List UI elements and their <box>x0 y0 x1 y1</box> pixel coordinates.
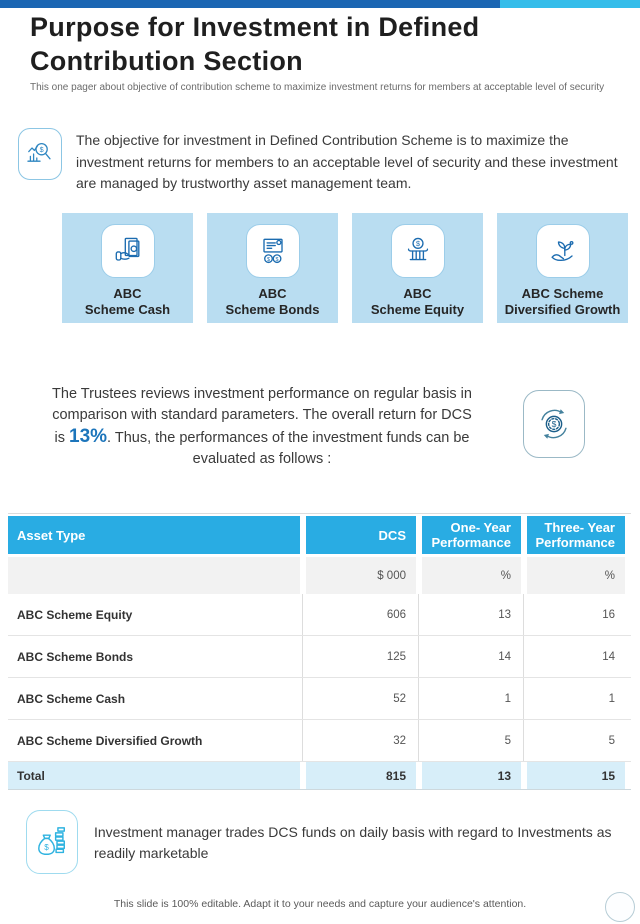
table-unit-cell <box>8 557 300 594</box>
table-total-label: Total <box>8 762 300 789</box>
table-header-one-year: One- Year Performance <box>422 516 521 554</box>
table-cell-dcs: 606 <box>306 594 416 635</box>
money-bag-icon <box>26 810 78 874</box>
growth-plant-icon <box>536 224 590 278</box>
table-header-dcs: DCS <box>306 516 416 554</box>
table-cell-asset: ABC Scheme Diversified Growth <box>17 733 203 748</box>
scheme-label-line1: ABC Scheme <box>521 286 604 301</box>
refresh-dollar-icon <box>523 390 585 458</box>
scheme-label-line2: Scheme Equity <box>370 302 465 317</box>
svg-text:$: $ <box>44 843 49 853</box>
note-text: Investment manager trades DCS funds on daily basis with regard to Investments as readily marketable <box>94 824 612 861</box>
search-analytics-icon <box>18 128 62 180</box>
table-cell-dcs: 52 <box>306 678 416 719</box>
table-header-asset-type: Asset Type <box>8 516 300 554</box>
table-cell-one-year: 5 <box>422 720 521 761</box>
svg-text:$: $ <box>39 145 44 154</box>
scheme-card-cash <box>62 213 193 323</box>
decorative-circle <box>605 892 635 922</box>
table-cell-three-year: 5 <box>527 720 625 761</box>
review-text-after: . Thus, the performances of the investment funds can be evaluated as follows : <box>107 430 470 467</box>
svg-text:$: $ <box>275 256 279 263</box>
table-cell-asset: ABC Scheme Equity <box>17 607 133 622</box>
table-header-three-year: Three- Year Performance <box>527 516 625 554</box>
scheme-label-line1: ABC <box>403 286 432 301</box>
table-cell-three-year: 14 <box>527 636 625 677</box>
table-cell-asset: ABC Scheme Bonds <box>17 649 134 664</box>
svg-text:$: $ <box>266 256 270 263</box>
bond-certificate-icon <box>246 224 300 278</box>
scheme-label-line2: Scheme Cash <box>84 302 171 317</box>
table-row <box>8 636 631 678</box>
table-cell-one-year: 13 <box>422 594 521 635</box>
table-total-dcs: 815 <box>306 762 416 789</box>
top-accent-bar <box>0 0 640 8</box>
review-highlight-value: 13% <box>69 426 108 447</box>
footer-text: This slide is 100% editable. Adapt it to your needs and capture your audience's attention. <box>113 898 527 910</box>
table-cell-three-year: 1 <box>527 678 625 719</box>
review-paragraph <box>52 384 472 470</box>
table-header-row <box>8 516 631 554</box>
scheme-card-diversified-growth <box>497 213 628 323</box>
table-cell-three-year: 16 <box>527 594 625 635</box>
scheme-card-label <box>226 286 320 318</box>
scheme-card-label <box>505 286 621 318</box>
scheme-label-line1: ABC <box>113 286 142 301</box>
scheme-cards <box>62 213 628 323</box>
table-unit-cell: $ 000 <box>306 557 416 594</box>
table-cell-one-year: 1 <box>422 678 521 719</box>
scheme-label-line1: ABC <box>258 286 287 301</box>
scheme-label-line2: Scheme Bonds <box>225 302 320 317</box>
table-row <box>8 678 631 720</box>
table-cell-one-year: 14 <box>422 636 521 677</box>
intro-text: The objective for investment in Defined Contribution Scheme is to maximize the investment returns for members to an acceptable level of security and these investment are managed by trustworthy asset management team. <box>76 132 618 191</box>
table-row <box>8 594 631 636</box>
scheme-card-bonds <box>207 213 338 323</box>
scheme-card-equity <box>352 213 483 323</box>
note-section <box>26 810 624 874</box>
table-total-three-year: 15 <box>527 762 625 789</box>
cash-in-hand-icon <box>101 224 155 278</box>
table-cell-dcs: 32 <box>306 720 416 761</box>
page-title: Purpose for Investment in Defined Contribution Section <box>30 12 480 76</box>
page-subtitle: This one pager about objective of contribution scheme to maximize investment returns for members at acceptable level of security <box>30 82 605 93</box>
scheme-card-label <box>85 286 170 318</box>
intro-section <box>18 128 624 195</box>
scheme-card-label <box>371 286 464 318</box>
table-row <box>8 720 631 762</box>
table-unit-cell: % <box>527 557 625 594</box>
table-total-row <box>8 762 631 790</box>
review-text-before: The Trustees reviews investment performance on regular basis in comparison with standard parameters. The overall return for DCS is <box>52 386 472 446</box>
table-unit-cell: % <box>422 557 521 594</box>
table-units-row <box>8 557 631 594</box>
performance-table <box>8 513 631 790</box>
bank-equity-icon <box>391 224 445 278</box>
top-accent-bar-light <box>500 0 640 8</box>
svg-text:$: $ <box>551 418 557 429</box>
table-total-one-year: 13 <box>422 762 521 789</box>
table-cell-dcs: 125 <box>306 636 416 677</box>
top-accent-bar-dark <box>0 0 500 8</box>
table-cell-asset: ABC Scheme Cash <box>17 691 126 706</box>
svg-text:$: $ <box>415 239 420 249</box>
scheme-label-line2: Diversified Growth <box>504 302 621 317</box>
